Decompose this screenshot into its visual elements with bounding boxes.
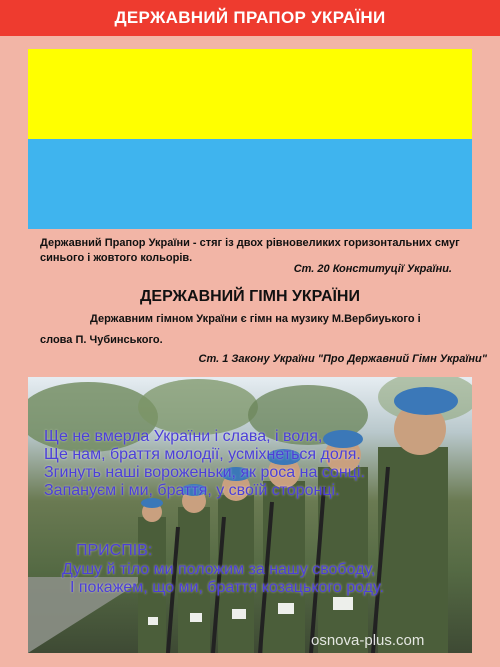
ukraine-flag — [28, 49, 472, 229]
anthem-title: ДЕРЖАВНИЙ ГІМН УКРАЇНИ — [140, 288, 360, 305]
anthem-description-line1: Державним гімном України є гімн на музику М.Вербиуького і — [90, 313, 421, 325]
anthem-chorus-line-1: Душу й тіло ми положим за нашу свободу, — [62, 561, 376, 578]
title-bar — [0, 0, 500, 36]
anthem-verse-line-2: Ще нам, браття молодії, усміхнеться доля. — [44, 446, 361, 463]
site-watermark: osnova-plus.com — [311, 632, 425, 649]
flag-blue-stripe — [28, 139, 472, 229]
anthem-chorus-line-2: І покажем, що ми, браття козацького роду. — [70, 579, 384, 596]
flag-description: Державний Прапор України - стяг із двох рівновеликих горизонтальних смуг синього і жовтого кольорів. — [40, 237, 460, 264]
flag-reference: Ст. 20 Конституції України. — [293, 263, 452, 275]
anthem-description-line2: слова П. Чубинського. — [40, 334, 163, 346]
page-title: ДЕРЖАВНИЙ ПРАПОР УКРАЇНИ — [114, 8, 386, 27]
flag-yellow-stripe — [28, 49, 472, 139]
chorus-label: ПРИСПІВ: — [76, 542, 153, 559]
anthem-reference: Ст. 1 Закону України "Про Державний Гімн України" — [198, 353, 487, 365]
anthem-verse-line-3: Згинуть наші вороженьки, як роса на сонці. — [44, 464, 365, 481]
anthem-verse-line-1: Ще не вмерла України і слава, і воля, — [44, 428, 323, 445]
anthem-verse-line-4: Запануєм і ми, браття, у своїй сторонці. — [44, 482, 340, 499]
soldiers-parade-photo — [28, 377, 472, 653]
parade-scene-illustration — [28, 377, 472, 653]
